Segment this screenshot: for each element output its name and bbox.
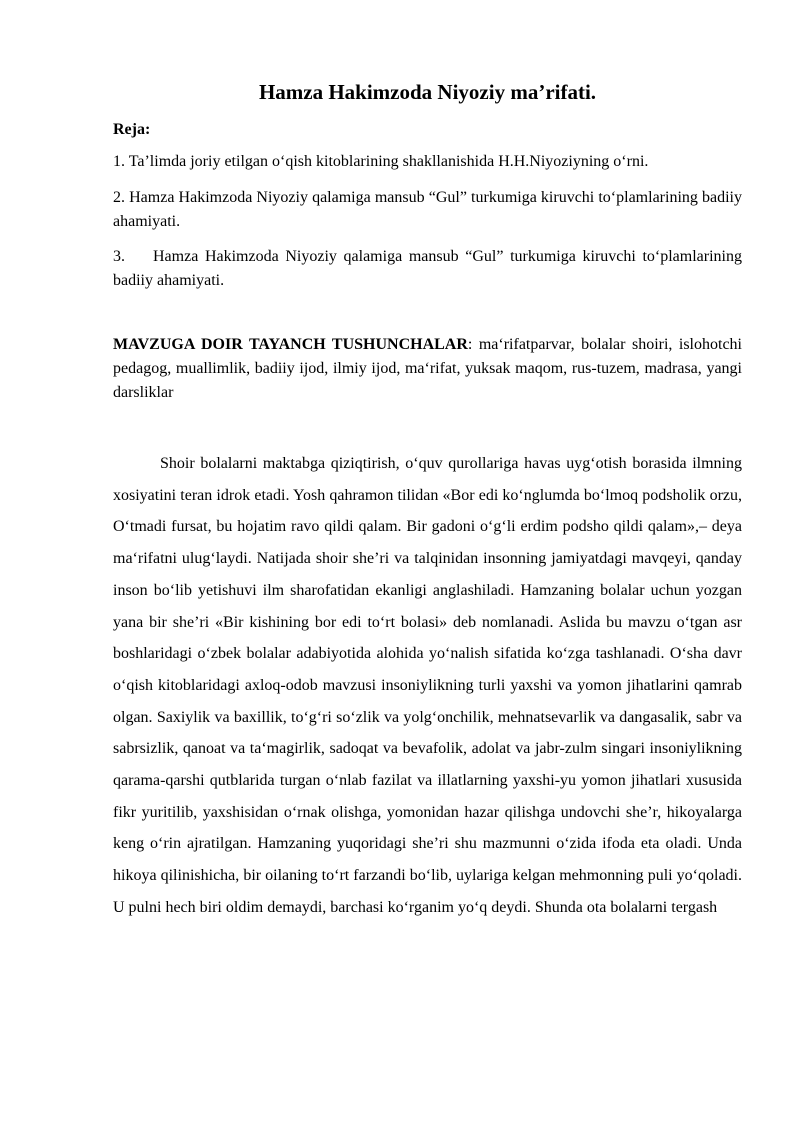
plan-item-2: [113, 186, 742, 234]
body-paragraph: Shoir bolalarni maktabga qiziqtirish, o‘quv qurollariga havas uyg‘otish borasida ilmning xosiyatini teran idrok etadi. Yosh qahramon tilidan «Bor edi ko‘nglumda bo‘lmoq podsholik orzu, O‘tmadi fursat, bu hojatim ravo qildi qalam. Bir gadoni o‘g‘li erdim podsho qildi qalam»,– deya ma‘rifatni ulug‘laydi. Natijada shoir she’ri va talqinidan insonning jamiyatdagi mavqeyi, qanday inson bo‘lib yetishuvi ilm sharofatidan ekanligi anglashiladi. Hamzaning bolalar uchun yozgan yana bir she’ri «Bir kishining bor edi to‘rt bolasi» deb nomlanadi. Aslida bu mavzu o‘tgan asr boshlaridagi o‘zbek bolalar adabiyotida alohida yo‘nalish sifatida ko‘zga tashlanadi. O‘sha davr o‘qish kitoblaridagi axloq-odob mavzusi insoniylikning turli yaxshi va yomon jihatlarini qamrab olgan. Saxiylik va baxillik, to‘g‘ri so‘zlik va yolg‘onchilik, mehnatsevarlik va dangasalik, sabr va sabrsizlik, qanoat va ta‘magirlik, sadoqat va bevafolik, adolat va jabr-zulm singari insoniylikning qarama-qarshi qutblarida turgan o‘nlab fazilat va illatlarning yaxshi-yu yomon jihatlari xususida fikr yuritilib, yaxshisidan o‘rnak olishga, yomonidan hazar qilishga undovchi she’r, hikoyalarga keng o‘rin ajratilgan. Hamzaning yuqoridagi she’ri shu mazmunni o‘zida ifoda eta oladi. Unda hikoya qilinishicha, bir oilaning to‘rt farzandi bo‘lib, uylariga kelgan mehmonning puli yo‘qoladi. U pulni hech biri oldim demaydi, barchasi ko‘rganim yo‘q deydi. Shunda ota bolalarni tergash: [113, 455, 742, 916]
key-concepts: [113, 333, 742, 405]
plan-item-number: 3.: [113, 248, 125, 265]
document-title: Hamza Hakimzoda Niyoziy ma’rifati.: [258, 80, 597, 104]
plan-item-text: Ta’limda joriy etilgan o‘qish kitoblarining shakllanishida H.H.Niyoziyning o‘rni.: [125, 153, 649, 170]
plan-item-text: Hamza Hakimzoda Niyoziy qalamiga mansub “Gul” turkumiga kiruvchi to‘plamlarining badiiy ahamiyati.: [113, 189, 742, 230]
plan-item-number: 1.: [113, 153, 125, 170]
plan-item-1: [113, 150, 742, 174]
key-concepts-label: MAVZUGA DOIR TAYANCH TUSHUNCHALAR: [113, 336, 468, 353]
plan-item-3: [113, 245, 742, 293]
plan-item-text: Hamza Hakimzoda Niyoziy qalamiga mansub “Gul” turkumiga kiruvchi to‘plamlarining badiiy ahamiyati.: [113, 248, 742, 289]
key-concepts-text: : ma‘rifatparvar, bolalar shoiri, islohotchi pedagog, muallimlik, badiiy ijod, ilmiy ijod, ma‘rifat, yuksak maqom, rus-tuzem, madrasa, yangi darsliklar: [113, 336, 742, 401]
plan-heading: Reja:: [113, 121, 151, 138]
plan-item-number: 2.: [113, 189, 125, 206]
